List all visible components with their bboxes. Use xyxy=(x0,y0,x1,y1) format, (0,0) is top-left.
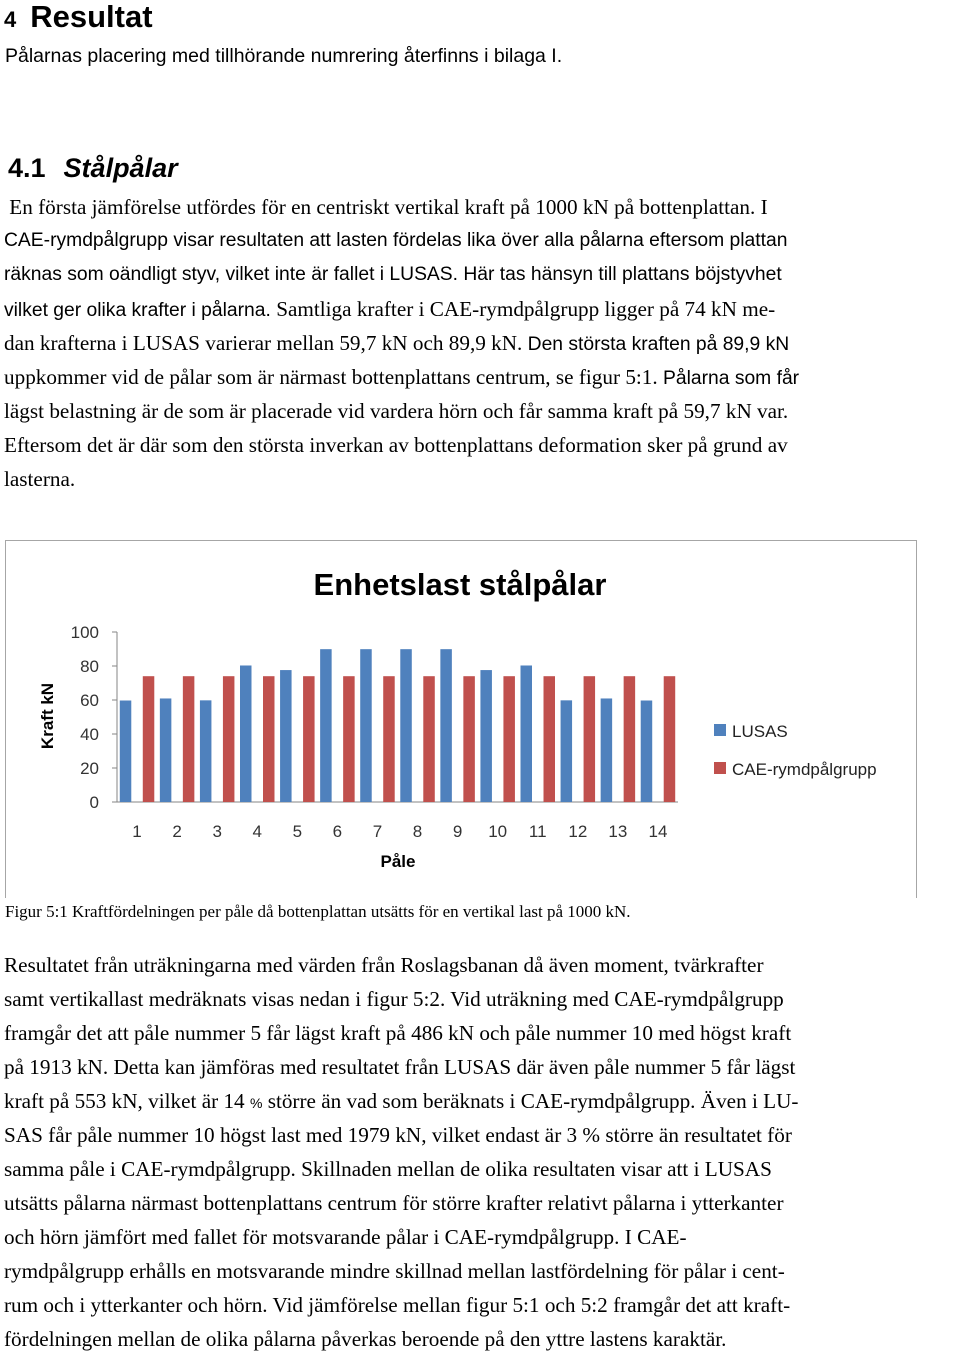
text-run: Pålarna som får xyxy=(663,368,800,389)
text-run: uppkommer vid de pålar som är närmast bottenplattans centrum, se figur 5:1. xyxy=(4,365,663,389)
text-line xyxy=(4,1288,960,1322)
y-tick-label: 80 xyxy=(80,657,99,676)
text-run: Den största kraften på 89,9 kN xyxy=(527,334,790,355)
subsection-title: Stålpålar xyxy=(63,153,178,183)
y-tick-label: 0 xyxy=(89,793,99,812)
section-intro: Pålarnas placering med tillhörande numrering återfinns i bilaga I. xyxy=(5,45,563,67)
x-tick-label: 9 xyxy=(452,822,463,841)
text-run: och hörn jämfört med fallet för motsvarande pålar i CAE-rymdpålgrupp. I CAE- xyxy=(4,1225,687,1249)
x-tick-label: 2 xyxy=(172,822,182,841)
y-axis-title: Kraft kN xyxy=(38,682,57,750)
x-tick-label: 6 xyxy=(332,822,343,841)
text-run: rum och i ytterkanter och hörn. Vid jämförelse mellan figur 5:1 och 5:2 framgår det att kraft- xyxy=(4,1293,791,1317)
text-run: % xyxy=(249,1095,263,1111)
text-line xyxy=(4,1220,960,1254)
section-heading xyxy=(4,0,153,37)
text-line xyxy=(4,462,960,496)
text-line xyxy=(4,1118,960,1152)
text-run: räknas som oändligt styv, vilket inte är fallet i LUSAS. Här tas hänsyn till plattans böjstyvhet xyxy=(4,264,782,285)
text-run: SAS får påle nummer 10 högst last med 1979 kN, vilket endast är 3 % större än resultatet för xyxy=(4,1123,792,1147)
text-line xyxy=(4,1254,960,1288)
x-tick-label: 3 xyxy=(212,822,222,841)
text-run: Eftersom det är där som den största inverkan av bottenplattans deformation sker på grund av xyxy=(4,433,788,457)
x-tick-label: 5 xyxy=(292,822,303,841)
x-tick-label: 10 xyxy=(488,822,508,841)
text-line xyxy=(4,1152,960,1186)
text-run: CAE-rymdpålgrupp visar resultaten att lasten fördelas lika över alla pålarna eftersom plattan xyxy=(4,230,788,251)
text-line xyxy=(4,292,960,326)
text-run: kraft på 553 kN, vilket är 14 xyxy=(4,1089,250,1113)
text-line xyxy=(4,1016,960,1050)
text-line xyxy=(4,394,960,428)
section-title: Resultat xyxy=(30,0,153,34)
figure-chart xyxy=(0,540,960,900)
x-tick-label: 13 xyxy=(608,822,628,841)
x-tick-label: 7 xyxy=(372,822,383,841)
chart-frame xyxy=(5,540,917,898)
y-tick-label: 20 xyxy=(80,759,99,778)
text-run: vilket ger olika krafter i pålarna. xyxy=(4,300,277,321)
text-run: utsätts pålarna närmast bottenplattans centrum för större krafter relativt pålarna i ytterkanter xyxy=(4,1191,784,1215)
text-line xyxy=(4,1084,960,1118)
x-axis-title: Påle xyxy=(380,852,416,871)
paragraph-2 xyxy=(4,948,960,1356)
x-tick-label: 14 xyxy=(648,822,668,841)
paragraph-1 xyxy=(4,190,960,496)
text-line xyxy=(4,1322,960,1356)
text-run: fördelningen mellan de olika pålarna påverkas beroende på den yttre lastens karaktär. xyxy=(4,1327,727,1351)
y-tick-label: 100 xyxy=(70,623,99,642)
text-line xyxy=(4,190,960,224)
x-tick-label: 1 xyxy=(132,822,142,841)
text-run: dan krafterna i LUSAS varierar mellan 59,7 kN och 89,9 kN. xyxy=(4,331,528,355)
text-line xyxy=(4,258,960,292)
text-run: samt vertikallast medräknats visas nedan i figur 5:2. Vid uträkning med CAE-rymdpålgrupp xyxy=(4,987,784,1011)
x-tick-label: 8 xyxy=(412,822,423,841)
text-run: lasterna. xyxy=(4,467,76,491)
text-run: större än vad som beräknats i CAE-rymdpålgrupp. Även i LU- xyxy=(262,1089,799,1113)
legend-label: LUSAS xyxy=(732,722,788,741)
text-run: på 1913 kN. Detta kan jämföras med resultatet från LUSAS där även påle nummer 5 får lägst xyxy=(4,1055,796,1079)
y-tick-label: 40 xyxy=(80,725,99,744)
text-run: framgår det att påle nummer 5 får lägst kraft på 486 kN och påle nummer 10 med högst kraft xyxy=(4,1021,792,1045)
y-tick-label: 60 xyxy=(80,691,99,710)
chart-title: Enhetslast stålpålar xyxy=(313,567,607,602)
text-line xyxy=(4,1186,960,1220)
text-line xyxy=(4,1050,960,1084)
text-line xyxy=(4,948,960,982)
text-run: rymdpålgrupp erhålls en motsvarande mindre skillnad mellan lastfördelning för pålar i cent- xyxy=(4,1259,785,1283)
figure-caption: Figur 5:1 Kraftfördelningen per påle då bottenplattan utsätts för en vertikal last på 1000 kN. xyxy=(5,902,631,921)
subsection-number: 4.1 xyxy=(8,153,46,183)
x-tick-label: 11 xyxy=(528,822,547,841)
text-line xyxy=(4,360,960,394)
x-tick-label: 12 xyxy=(568,822,588,841)
subsection-heading xyxy=(8,152,178,184)
legend-label: CAE-rymdpålgrupp xyxy=(732,760,877,779)
text-run: Resultatet från uträkningarna med värden från Roslagsbanan då även moment, tvärkrafter xyxy=(4,953,764,977)
text-run: lägst belastning är de som är placerade vid vardera hörn och får samma kraft på 59,7 kN var. xyxy=(4,399,789,423)
text-run: Samtliga krafter i CAE-rymdpålgrupp ligger på 74 kN me- xyxy=(276,297,776,321)
text-line xyxy=(4,224,960,258)
section-number: 4 xyxy=(4,7,17,32)
text-line xyxy=(4,428,960,462)
x-tick-label: 4 xyxy=(252,822,262,841)
text-run: En första jämförelse utfördes för en centriskt vertikal kraft på 1000 kN på bottenplattan. I xyxy=(4,195,768,219)
text-run: samma påle i CAE-rymdpålgrupp. Skillnaden mellan de olika resultaten visar att i LUSAS xyxy=(4,1157,772,1181)
text-line xyxy=(4,326,960,360)
text-line xyxy=(4,982,960,1016)
